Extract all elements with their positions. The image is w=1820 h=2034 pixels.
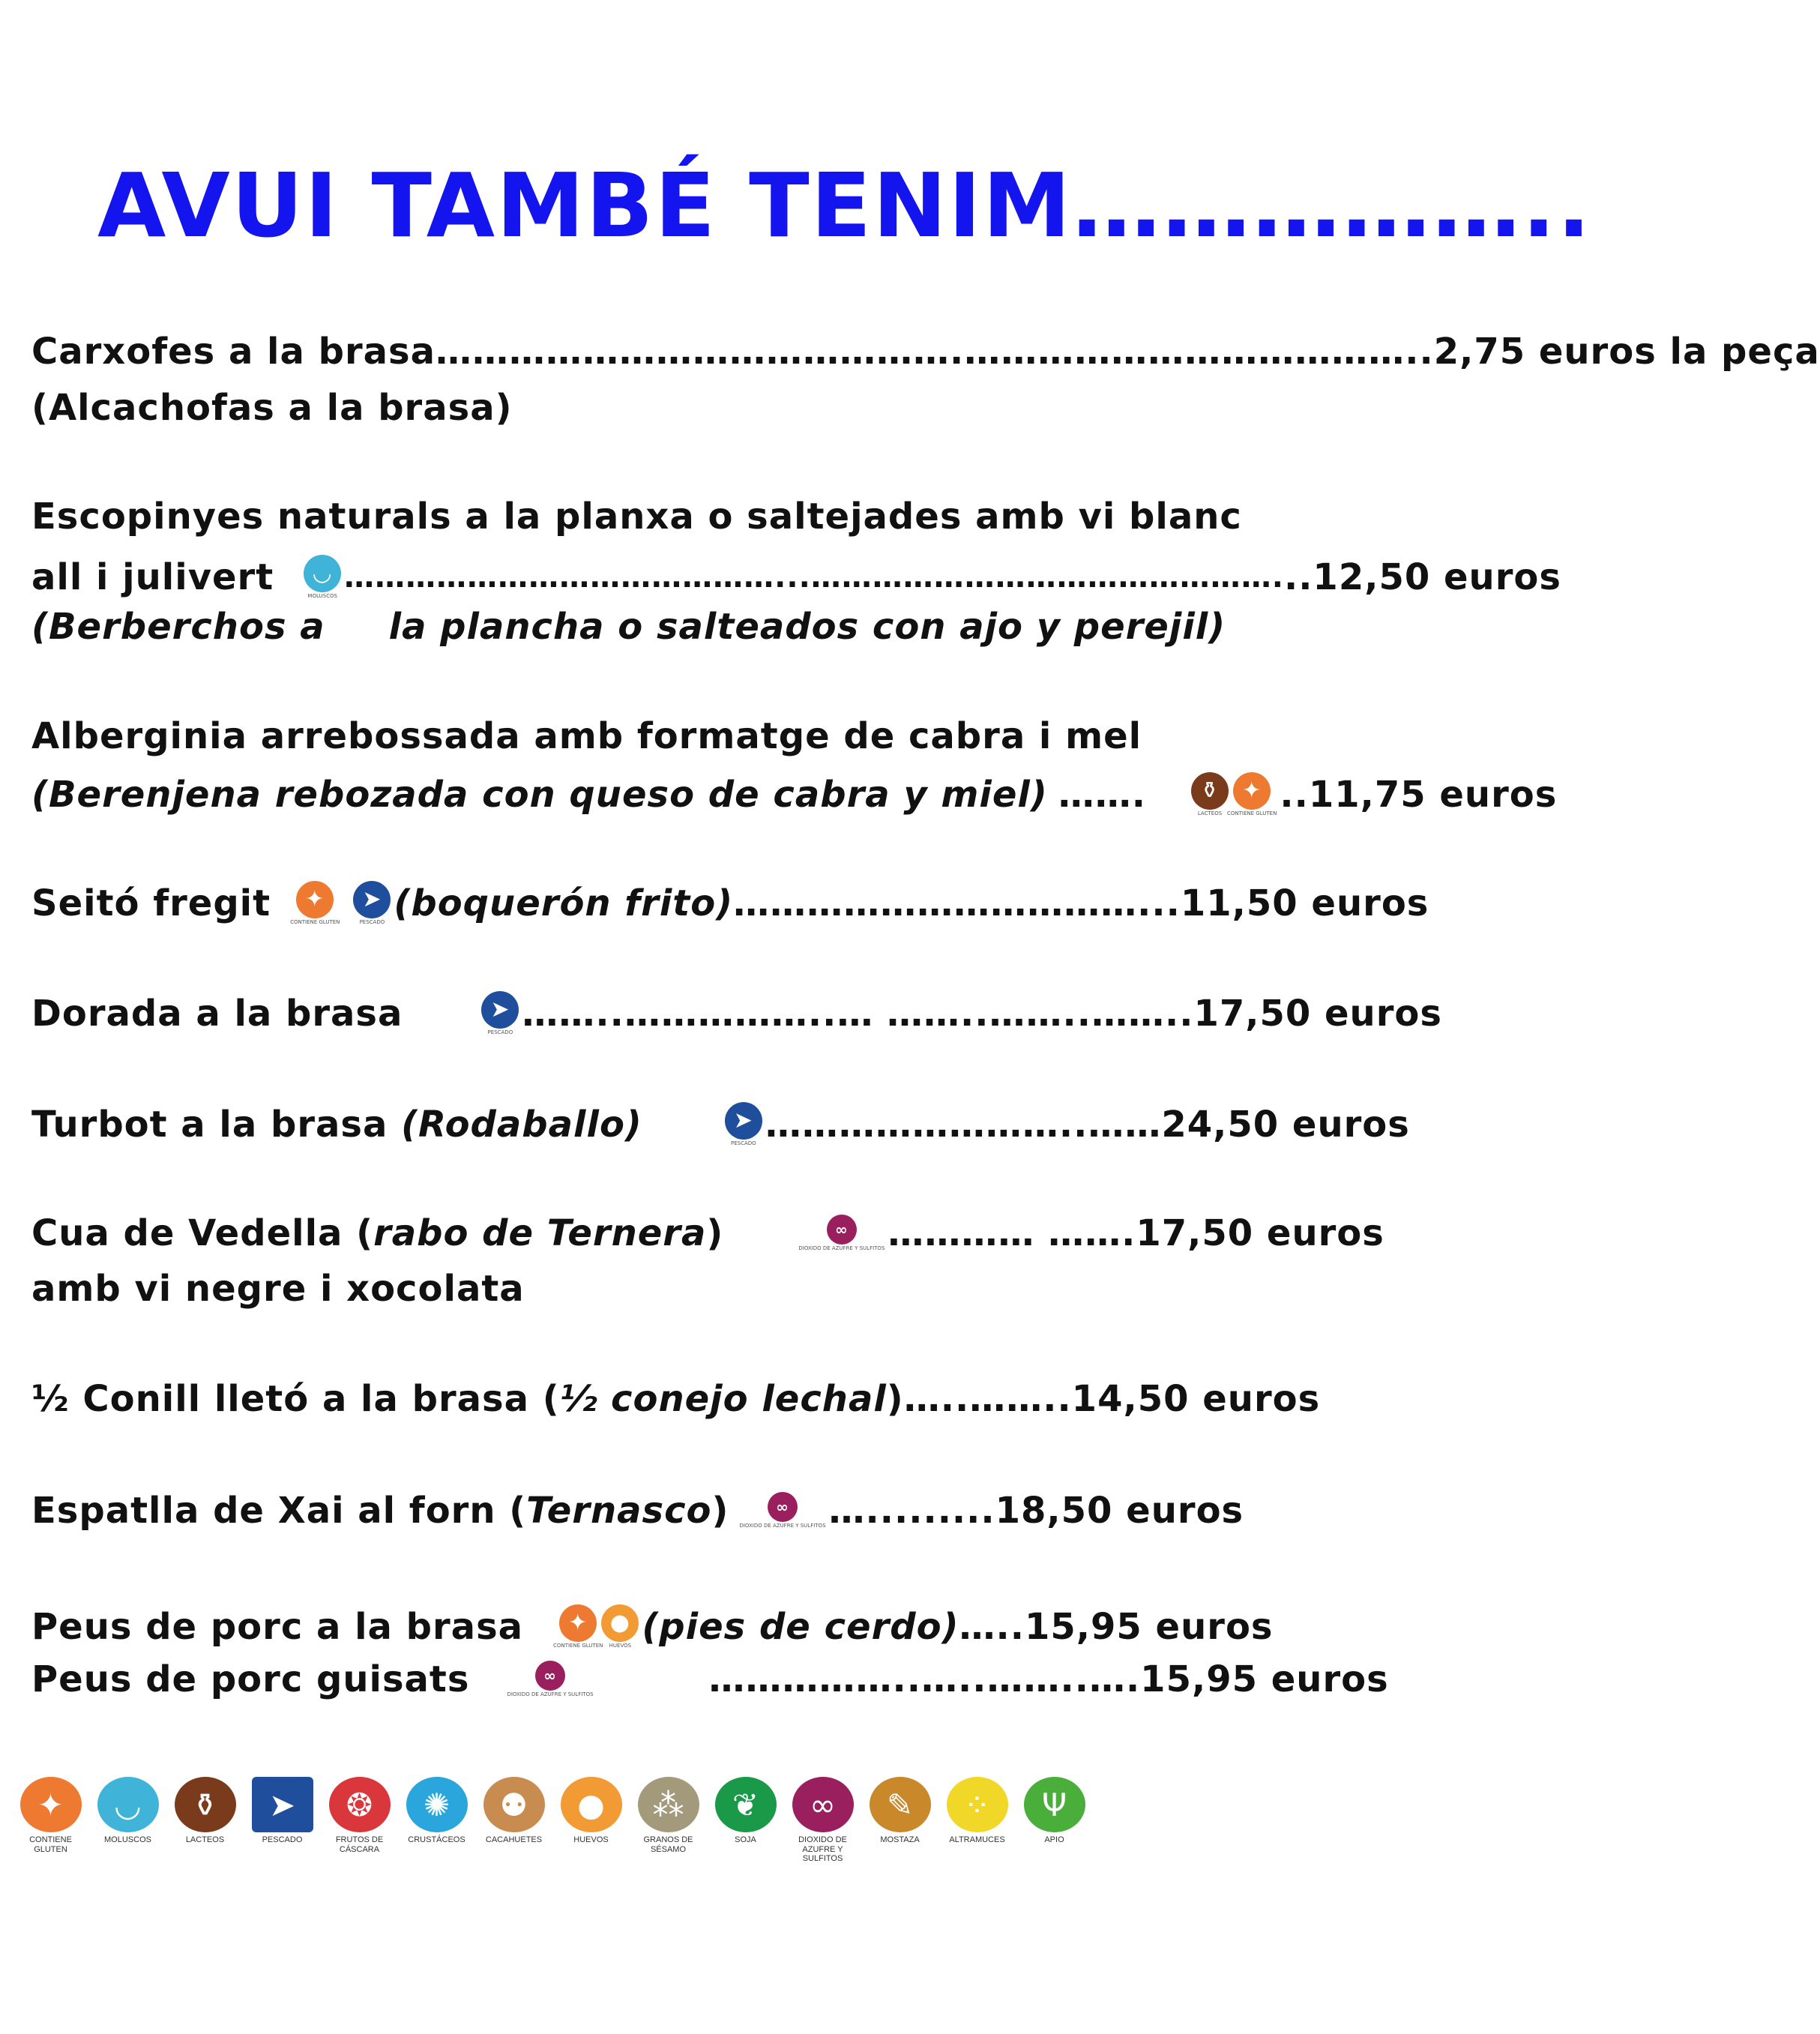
item-price: 15,95 euros (1025, 1605, 1274, 1648)
egg-icon: ● (561, 1777, 622, 1832)
sulfitos-icon: ∞ DIOXIDO DE AZUFRE Y SULFITOS (739, 1492, 825, 1529)
crab-icon: ✺ (406, 1777, 468, 1832)
item-dots: …..…….. (903, 1378, 1072, 1420)
fish-icon: ➤ (252, 1777, 313, 1832)
item-price: 18,50 euros (995, 1489, 1244, 1532)
item-sub: (pies de cerdo) (642, 1605, 959, 1648)
item-alberginia-line2 (31, 772, 1557, 816)
item-dots: ……………………………………...………………………………………. (344, 559, 1284, 595)
item-price: 11,50 euros (1180, 882, 1429, 924)
legend-crustaceos: ✺ CRUSTÁCEOS (398, 1777, 475, 1845)
sulfitos-icon: ∞ DIOXIDO DE AZUFRE Y SULFITOS (507, 1661, 593, 1697)
item-price: 14,50 euros (1071, 1378, 1321, 1420)
legend-sulfitos: ∞ DIOXIDO DE AZUFRE Y SULFITOS (784, 1777, 861, 1864)
item-dots: ………… ……. (888, 1212, 1136, 1254)
celery-icon: Ψ (1024, 1777, 1085, 1832)
gluten-icon: ✦ CONTIENE GLUTEN (290, 881, 340, 925)
item-price: 17,50 euros (1193, 992, 1442, 1035)
legend-cacahuetes: ⚉ CACAHUETES (475, 1777, 552, 1845)
lacteos-icon: ⚱ LACTEOS (1191, 772, 1229, 816)
sulfite-icon: ∞ (792, 1777, 854, 1832)
legend-soja: ❦ SOJA (707, 1777, 784, 1845)
wheat-icon: ✦ (20, 1777, 82, 1832)
item-sub: (Rodaballo) (401, 1103, 642, 1146)
pescado-icon: ➤ PESCADO (353, 881, 391, 925)
item-name: Peus de porc guisats (31, 1658, 470, 1700)
item-cua: Cua de Vedella ( rabo de Ternera ) ∞ DIOXIDO DE AZUFRE Y SULFITOS ………… ……. 17,50 euros (31, 1212, 1384, 1254)
item-price: ..11,75 euros (1280, 773, 1558, 816)
item-name: Peus de porc a la brasa (31, 1605, 524, 1648)
item-dots: ……..……………..… ……..……..…….. (522, 992, 1194, 1035)
item-peus-brasa (31, 1604, 1273, 1649)
legend-mostaza: ✎ MOSTAZA (861, 1777, 938, 1845)
huevos-icon: ● HUEVOS (601, 1604, 639, 1649)
sesame-icon: ⁂ (638, 1777, 699, 1832)
moluscos-icon: ◡ MOLUSCOS (304, 555, 341, 599)
item-carxofes-sub: (Alcachofas a la brasa) (31, 387, 513, 429)
item-sub: (boquerón frito) (394, 882, 734, 924)
item-name: all i julivert (31, 556, 274, 598)
sulfitos-icon: ∞ DIOXIDO DE AZUFRE Y SULFITOS (798, 1215, 885, 1251)
item-dots: ……. (1058, 773, 1147, 816)
legend-altramuces: ⁘ ALTRAMUCES (938, 1777, 1016, 1845)
item-name: Carxofes a la brasa (31, 331, 436, 373)
soy-icon: ❦ (715, 1777, 777, 1832)
item-conill: ½ Conill lletó a la brasa ( ½ conejo lechal ) …..…….. 14,50 euros (31, 1378, 1321, 1420)
legend-huevos: ● HUEVOS (552, 1777, 630, 1845)
item-escopinyes-sub: (Berberchos a la plancha o salteados con ajo y perejil) (31, 606, 1226, 648)
pescado-icon: ➤ PESCADO (725, 1102, 762, 1146)
item-price: 15,95 euros (1140, 1658, 1389, 1700)
item-escopinyes-line2 (31, 555, 1561, 599)
item-price: 24,50 euros (1161, 1103, 1410, 1146)
shell-icon: ◡ (97, 1777, 159, 1832)
item-dots: ……………..…..……..…. (708, 1658, 1141, 1700)
item-seito (31, 881, 1429, 925)
item-dots: ….. (959, 1605, 1025, 1648)
page-title: AVUI TAMBÉ TENIM…………….. (97, 154, 1592, 257)
item-name: Seitó fregit (31, 882, 271, 924)
item-name: Turbot a la brasa (31, 1103, 388, 1146)
item-alberginia: Alberginia arrebossada amb formatge de cabra i mel (31, 715, 1142, 757)
legend-sesamo: ⁂ GRANOS DE SÉSAMO (630, 1777, 707, 1854)
pescado-icon: ➤ PESCADO (481, 991, 519, 1035)
item-dots: ……………………………... (733, 882, 1181, 924)
lupin-icon: ⁘ (947, 1777, 1008, 1832)
item-carxofes (31, 331, 1820, 373)
legend-frutos: ❂ FRUTOS DE CÁSCARA (321, 1777, 398, 1854)
item-name: Dorada a la brasa (31, 992, 403, 1035)
legend-lacteos: ⚱ LACTEOS (166, 1777, 244, 1845)
jug-icon: ⚱ (175, 1777, 236, 1832)
item-cua-line2: amb vi negre i xocolata (31, 1268, 525, 1310)
nut-icon: ❂ (329, 1777, 391, 1832)
item-dots: ……………………..…… (765, 1103, 1162, 1146)
gluten-icon: ✦ CONTIENE GLUTEN (553, 1604, 603, 1649)
item-price: ..12,50 euros (1283, 556, 1561, 598)
legend-gluten: ✦ CONTIENE GLUTEN (12, 1777, 89, 1854)
item-dorada (31, 991, 1442, 1035)
item-price: 2,75 euros la peça (1433, 331, 1820, 373)
legend-apio: Ψ APIO (1016, 1777, 1093, 1845)
gluten-icon: ✦ CONTIENE GLUTEN (1227, 772, 1277, 816)
item-dots: …......... (828, 1489, 995, 1532)
peanut-icon: ⚉ (483, 1777, 545, 1832)
item-sub: (Berenjena rebozada con queso de cabra y miel) (31, 773, 1048, 816)
item-peus-guisats (31, 1658, 1389, 1700)
item-escopinyes: Escopinyes naturals a la planxa o saltejades amb vi blanc (31, 496, 1242, 538)
item-dots: …………………………………….……………………………….. (435, 331, 1434, 373)
legend-pescado: ➤ PESCADO (244, 1777, 321, 1845)
legend-moluscos: ◡ MOLUSCOS (89, 1777, 166, 1845)
item-espatlla: Espatlla de Xai al forn ( Ternasco ) ∞ DIOXIDO DE AZUFRE Y SULFITOS …......... 18,50 euros (31, 1489, 1244, 1532)
item-turbot (31, 1102, 1410, 1146)
mustard-icon: ✎ (870, 1777, 931, 1832)
item-price: 17,50 euros (1136, 1212, 1384, 1254)
allergen-legend (12, 1777, 1093, 1864)
